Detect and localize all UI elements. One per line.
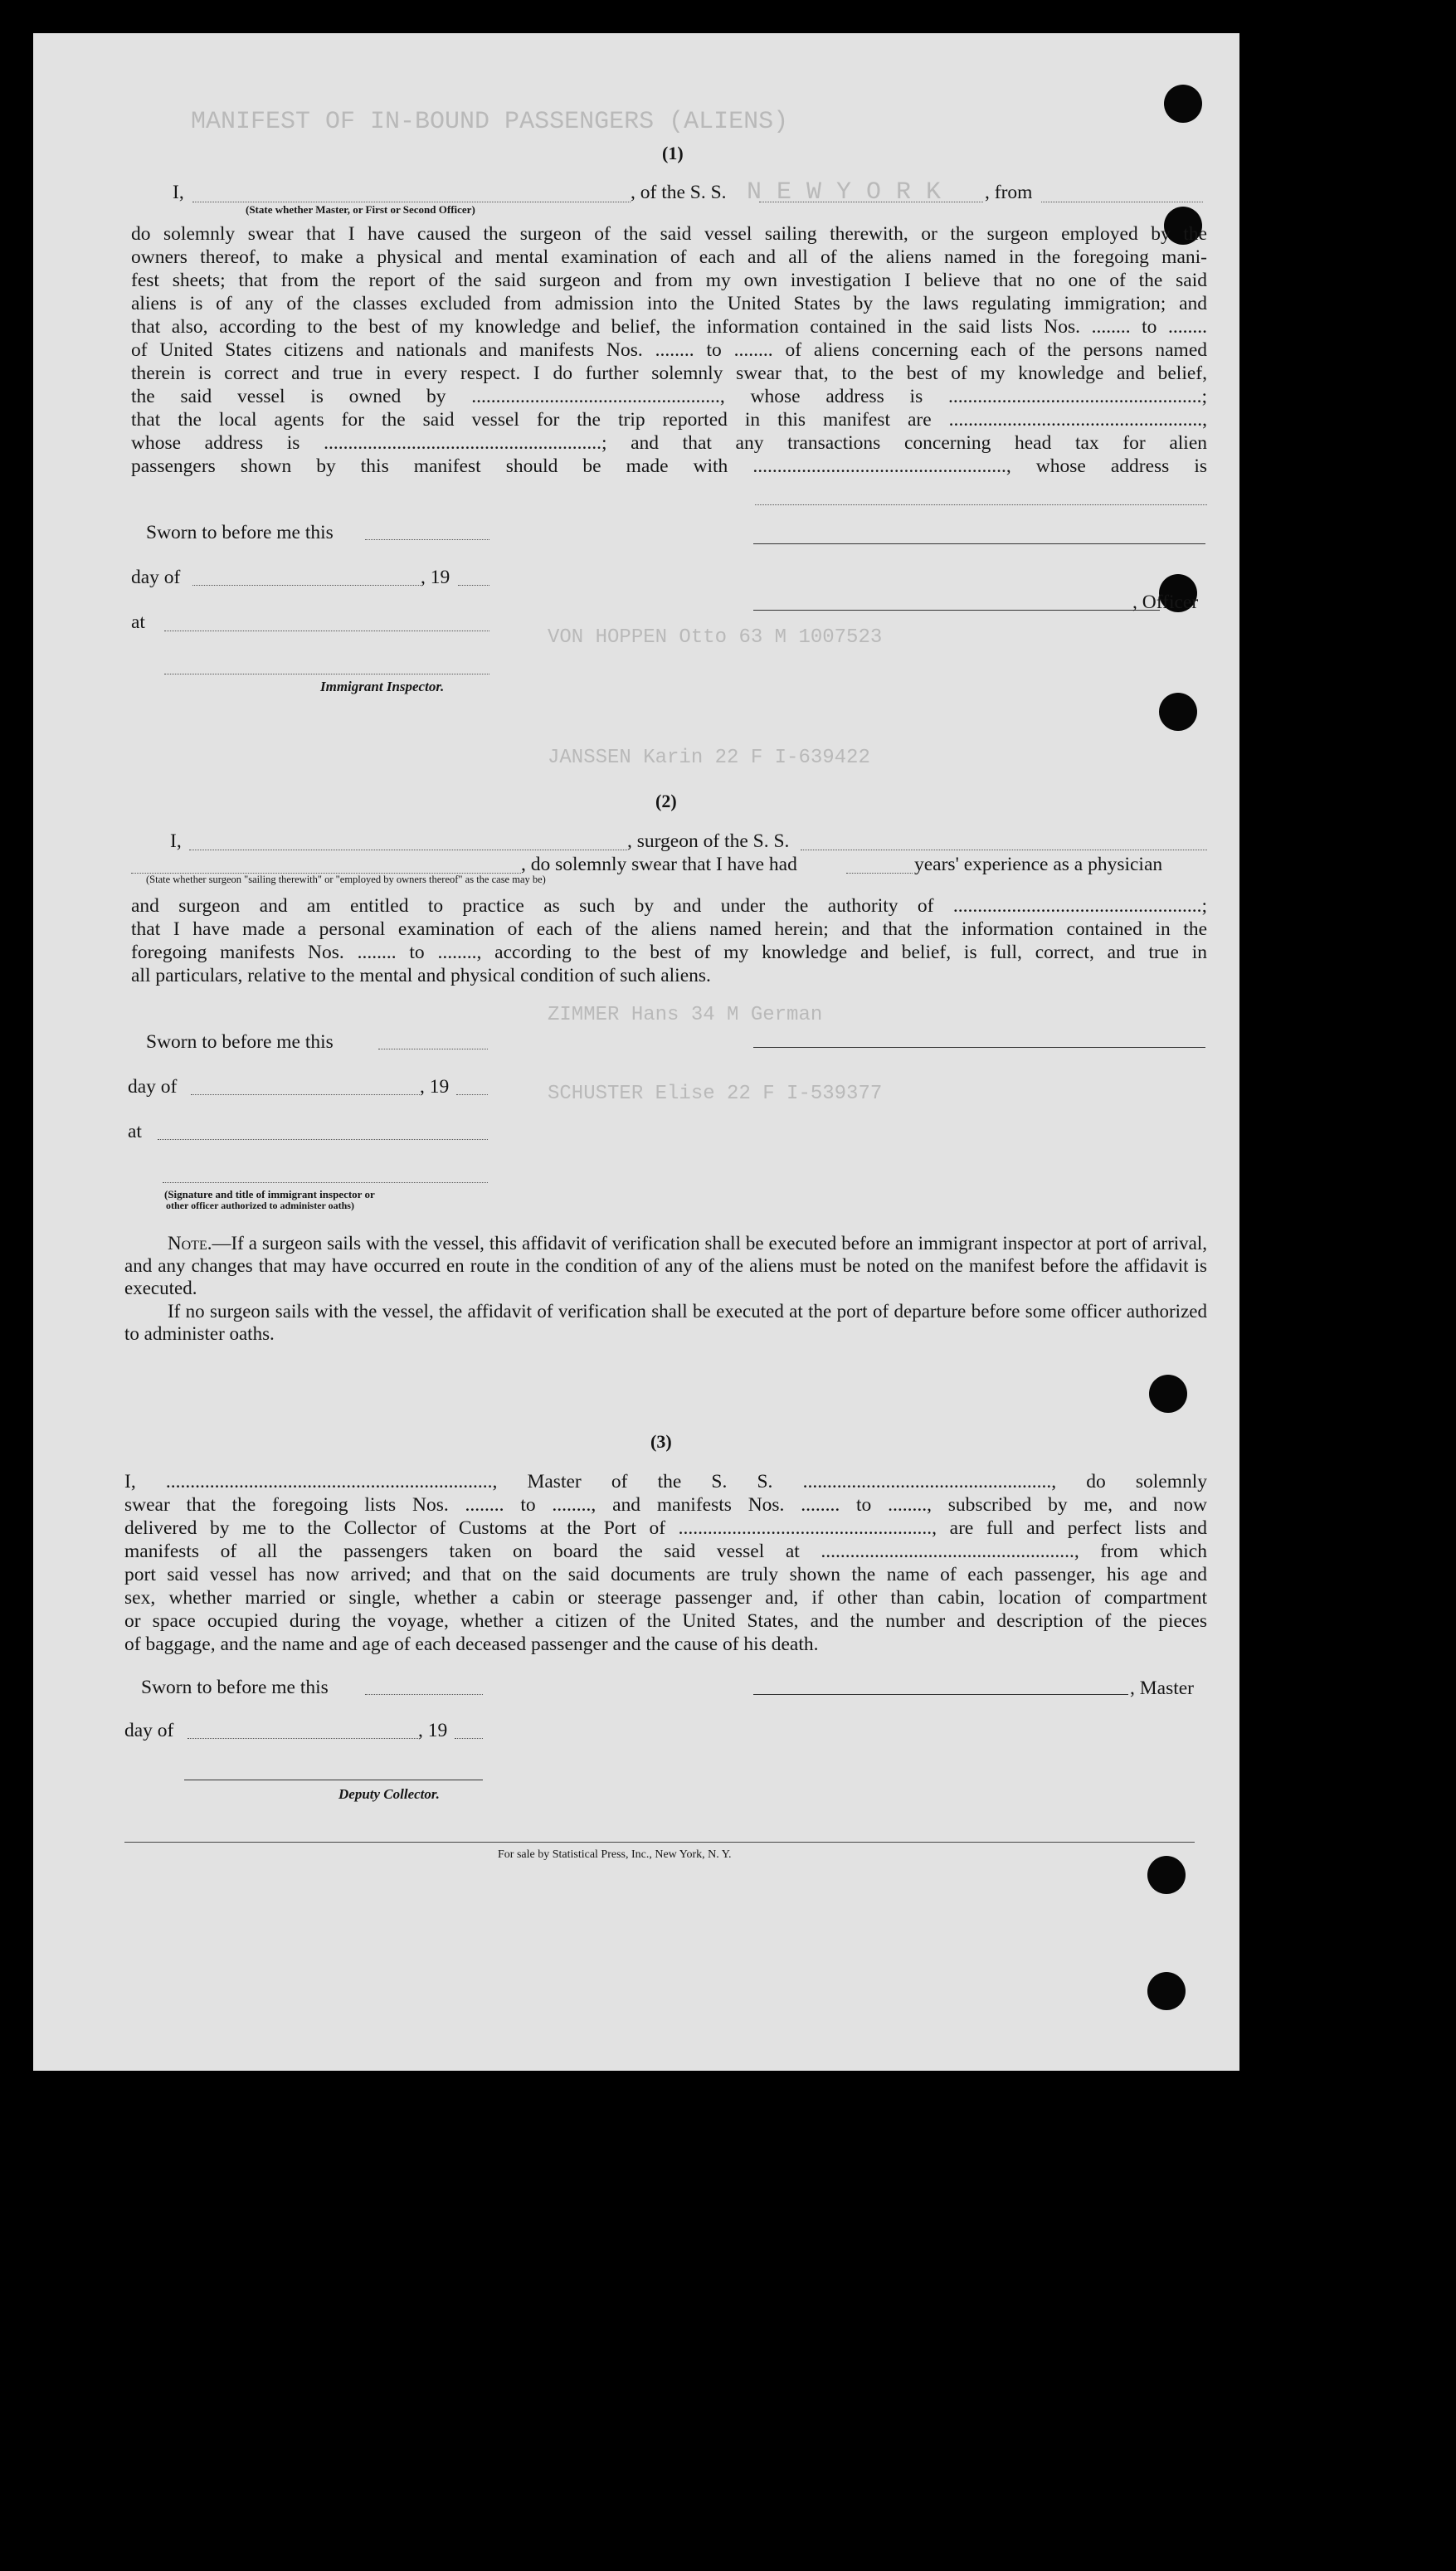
years-line bbox=[846, 873, 913, 874]
punch-hole bbox=[1149, 1375, 1187, 1413]
section-1-line-7: therein is correct and true in every respect. I do further solemnly swear that, to the best of my knowledge and belief, bbox=[131, 363, 1207, 384]
section-3-line-5: port said vessel has now arrived; and that on the said documents are truly shown the name of each passenger, his age and bbox=[124, 1564, 1207, 1585]
do-solemnly-swear-label: , do solemnly swear that I have had bbox=[521, 854, 797, 875]
section-1-number: (1) bbox=[662, 143, 684, 163]
officer-line-2 bbox=[753, 610, 1160, 611]
printer-imprint: For sale by Statistical Press, Inc., New York, N. Y. bbox=[498, 1848, 732, 1861]
bleed-through-text: N E W Y O R K bbox=[747, 178, 942, 207]
day-of-label-3: day of bbox=[124, 1720, 174, 1741]
surgeon-note bbox=[124, 1232, 1207, 1299]
years-experience-label: years' experience as a physician bbox=[914, 854, 1163, 875]
year-label-3: , 19 bbox=[418, 1720, 448, 1741]
bleed-through-text: JANSSEN Karin 22 F I-639422 bbox=[548, 747, 870, 769]
from-label: , from bbox=[985, 182, 1033, 203]
section-1-line-10: whose address is .........................................................; and that any transactions concerning head tax for alien bbox=[131, 432, 1207, 454]
surgeon-of-ss-label: , surgeon of the S. S. bbox=[627, 830, 790, 852]
section-2-line-1: and surgeon and am entitled to practice as such by and under the authority of ...................................................; bbox=[131, 895, 1207, 917]
sworn-label-1: Sworn to before me this bbox=[146, 522, 334, 543]
section-2-i: I, bbox=[170, 830, 182, 852]
immigrant-inspector-caption: Immigrant Inspector. bbox=[320, 679, 445, 694]
inspector-signature-line-2 bbox=[163, 1182, 488, 1183]
deputy-collector-caption: Deputy Collector. bbox=[338, 1786, 440, 1802]
day-of-label-2: day of bbox=[128, 1076, 178, 1098]
bleed-through-text: ZIMMER Hans 34 M German bbox=[548, 1004, 823, 1026]
officer-caption: (State whether Master, or First or Second Officer) bbox=[246, 203, 475, 216]
section-1-line-2: owners thereof, to make a physical and mental examination of each and all of the aliens named in the foregoing mani- bbox=[131, 246, 1207, 268]
section-2-number: (2) bbox=[655, 791, 677, 811]
master-signature-line bbox=[753, 1694, 1128, 1695]
punch-hole bbox=[1147, 1972, 1186, 2010]
surgeon-caption: (State whether surgeon "sailing therewith" or "employed by owners thereof" as the case may be) bbox=[146, 874, 546, 885]
at-label-2: at bbox=[128, 1121, 142, 1142]
section-3-line-7: or space occupied during the voyage, whether a citizen of the United States, and the number and description of the pieces bbox=[124, 1610, 1207, 1632]
section-3-line-6: sex, whether married or single, whether a cabin or steerage passenger and, if other than cabin, location of compartment bbox=[124, 1587, 1207, 1609]
section-2-line-4: all particulars, relative to the mental and physical condition of such aliens. bbox=[131, 965, 711, 986]
no-surgeon-note: If no surgeon sails with the vessel, the affidavit of verification shall be executed at the port of departure before some officer authorized to administer oaths. bbox=[124, 1301, 1207, 1344]
section-1-i: I, bbox=[173, 182, 184, 203]
note-label: Note. bbox=[168, 1233, 212, 1254]
bleed-through-text: SCHUSTER Elise 22 F I-539377 bbox=[548, 1083, 883, 1105]
officer-label: , Officer bbox=[1132, 592, 1199, 613]
year-label-1: , 19 bbox=[421, 567, 450, 588]
section-1-line-6: of United States citizens and nationals and manifests Nos. ........ to ........ of aliens concerning each of the persons named bbox=[131, 339, 1207, 361]
section-1-line-9: that the local agents for the said vessel for the trip reported in this manifest are ...................................................., bbox=[131, 409, 1207, 431]
at-line-2 bbox=[158, 1139, 488, 1140]
punch-hole bbox=[1159, 693, 1197, 731]
sworn-label-3: Sworn to before me this bbox=[141, 1677, 329, 1698]
bleed-through-text: VON HOPPEN Otto 63 M 1007523 bbox=[548, 626, 883, 649]
section-2-line-2: that I have made a personal examination of each of the aliens named herein; and that the information contained in the bbox=[131, 918, 1207, 940]
signer-caption-line-2: other officer authorized to administer oaths) bbox=[166, 1200, 354, 1211]
master-label: , Master bbox=[1130, 1677, 1195, 1699]
section-3-line-2: swear that the foregoing lists Nos. ........ to ........, and manifests Nos. ........ to ........, subscribed by me, and now bbox=[124, 1494, 1207, 1516]
day-line-2 bbox=[191, 1094, 420, 1095]
section-3-line-1: I, ..................................................................., Master of the S. S. ..................................................., do solemnly bbox=[124, 1471, 1207, 1492]
section-1-line-1: do solemnly swear that I have caused the surgeon of the said vessel sailing therewith, or the surgeon employed by the bbox=[131, 223, 1207, 245]
sworn-line-1 bbox=[365, 539, 489, 540]
section-3-line-3: delivered by me to the Collector of Customs at the Port of ...................................................., are full and perfect lists and bbox=[124, 1517, 1207, 1539]
section-1-line-11: passengers shown by this manifest should be made with ...................................................., whose address is bbox=[131, 455, 1207, 477]
day-line-1 bbox=[192, 585, 421, 586]
punch-hole bbox=[1164, 85, 1202, 123]
head-tax-address-line bbox=[755, 504, 1207, 505]
officer-signature-line bbox=[753, 543, 1205, 544]
year-line-2 bbox=[456, 1094, 488, 1095]
punch-hole bbox=[1147, 1856, 1186, 1894]
of-ss-label: , of the S. S. bbox=[631, 182, 727, 203]
day-of-label-1: day of bbox=[131, 567, 181, 588]
section-2-line-3: foregoing manifests Nos. ........ to ........, according to the best of my knowledge and belief, is full, correct, and true in bbox=[131, 942, 1207, 963]
footer-divider bbox=[124, 1842, 1195, 1843]
section-3-line-4: manifests of all the passengers taken on board the said vessel at ...................................................., from which bbox=[124, 1541, 1207, 1562]
surgeon-signature-line bbox=[753, 1047, 1205, 1048]
section-1-line-4: aliens is of any of the classes excluded from admission into the United States by the laws regulating immigration; and bbox=[131, 293, 1207, 314]
section-1-line-5: that also, according to the best of my knowledge and belief, the information contained in the said lists Nos. ........ to ........ bbox=[131, 316, 1207, 338]
section-1-line-3: fest sheets; that from the report of the said surgeon and from my own investigation I believe that no one of the said bbox=[131, 270, 1207, 291]
sworn-line-3 bbox=[365, 1694, 483, 1695]
section-3-line-8: of baggage, and the name and age of each deceased passenger and the cause of his death. bbox=[124, 1634, 819, 1655]
note-text: —If a surgeon sails with the vessel, this affidavit of verification shall be executed before an immigrant inspector at port of arrival, and any changes that may have occurred en route in the condition of any of the aliens must be noted on the manifest before the affidavit is executed. bbox=[124, 1233, 1207, 1298]
year-label-2: , 19 bbox=[420, 1076, 450, 1098]
section-1-line-8: the said vessel is owned by ..................................................., whose address is ....................................................; bbox=[131, 386, 1207, 407]
bleed-through-text: MANIFEST OF IN-BOUND PASSENGERS (ALIENS) bbox=[191, 108, 789, 136]
year-line-1 bbox=[458, 585, 489, 586]
signer-caption-line-1: (Signature and title of immigrant inspector or bbox=[164, 1188, 375, 1200]
sworn-label-2: Sworn to before me this bbox=[146, 1031, 334, 1053]
year-line-3 bbox=[455, 1738, 483, 1739]
day-line-3 bbox=[187, 1738, 418, 1739]
at-label-1: at bbox=[131, 611, 145, 633]
section-3-number: (3) bbox=[650, 1431, 672, 1452]
